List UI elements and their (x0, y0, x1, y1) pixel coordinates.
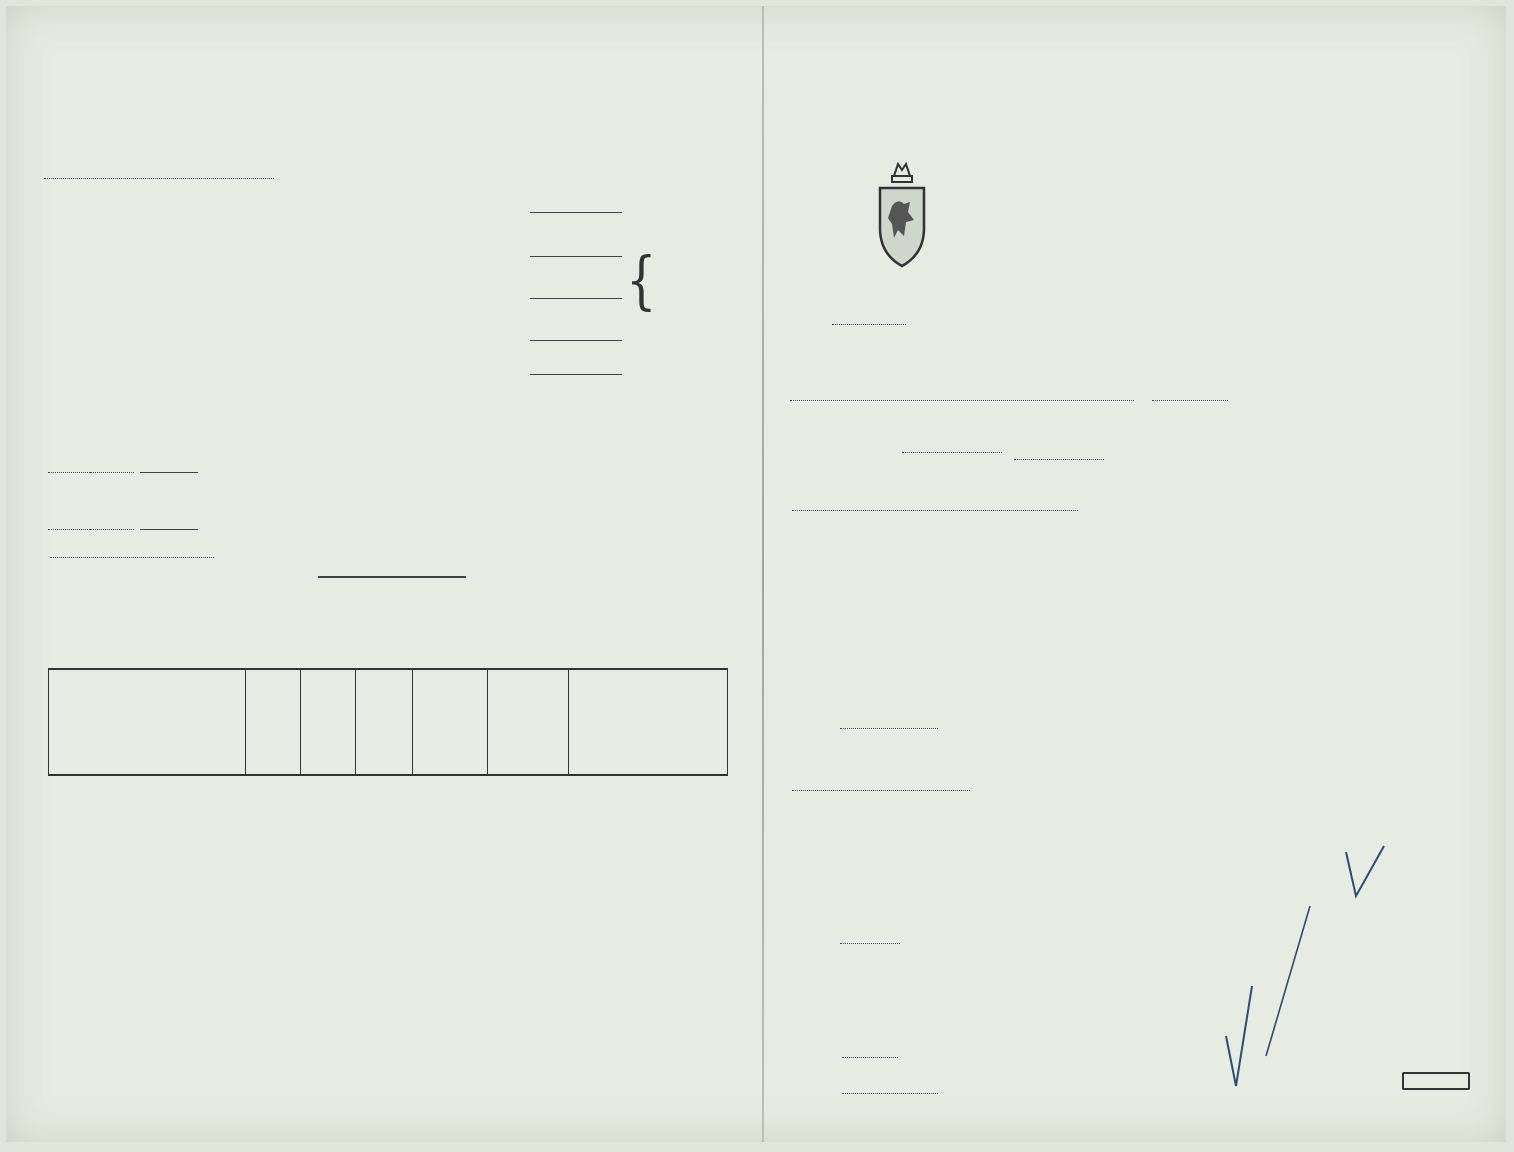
mann-b-field (48, 529, 90, 530)
q-a-value (842, 1029, 858, 1057)
angi-nummer-field (50, 557, 214, 558)
bosted-value (792, 480, 838, 510)
herred-line (790, 384, 1228, 406)
col-header-remarks (569, 669, 728, 775)
col-header-building (49, 669, 246, 775)
gards-line (902, 434, 1104, 460)
q-hus-value (840, 703, 870, 728)
summary-b-line2 (48, 515, 198, 535)
check-marks (1206, 836, 1406, 1106)
table-header-row (49, 669, 728, 775)
col-header-floors (246, 669, 301, 775)
q-hush-line3 (792, 883, 806, 908)
q-rom-value (840, 918, 860, 943)
q-hush-value (792, 883, 806, 908)
ask-answer-line (44, 178, 274, 179)
divider (318, 576, 466, 578)
q-hus (840, 703, 938, 729)
col-header-household (413, 669, 488, 775)
q-rom (840, 918, 900, 944)
answer-line-summer (530, 340, 622, 341)
angi-nummer (50, 546, 214, 562)
answer-line-kitchens (530, 212, 622, 213)
q-b (842, 1065, 938, 1094)
answer-line-total (530, 374, 622, 375)
coat-of-arms-icon (874, 158, 930, 270)
col-header-kitchens (301, 669, 356, 775)
ialt-a-field (140, 472, 198, 473)
ialt-b-field (140, 529, 198, 530)
census-sheet (6, 6, 1506, 1142)
answer-line-small-rooms (530, 298, 622, 299)
col-header-persons (488, 669, 569, 775)
page-fold (762, 6, 764, 1142)
bruks-value (1014, 434, 1024, 459)
skjema-line (832, 310, 906, 330)
col-header-rooms (356, 669, 413, 775)
mann-a-field (48, 472, 90, 473)
summary-a-line2 (48, 458, 198, 478)
kvinne-a-field (90, 472, 134, 473)
building-table (48, 668, 728, 776)
q-etasjer-line2 (792, 774, 970, 796)
bosted-line (792, 480, 1078, 511)
q-b-value (842, 1065, 872, 1093)
q-a (842, 1029, 898, 1058)
kvinne-b-field (90, 529, 134, 530)
answer-line-rooms (530, 256, 622, 257)
ask-line-2-wrap (44, 163, 724, 184)
brace: { (626, 244, 657, 318)
printer-stamp (1402, 1072, 1470, 1090)
